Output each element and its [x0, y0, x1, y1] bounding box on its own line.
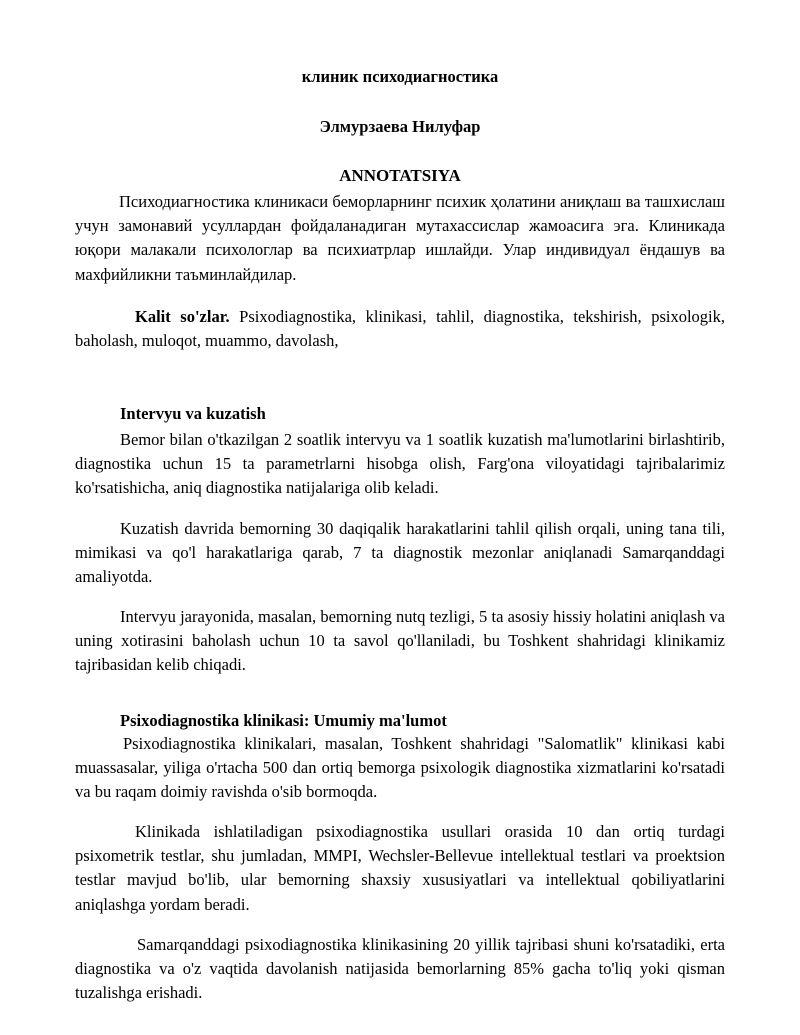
annotation-heading: ANNOTATSIYA — [339, 166, 461, 185]
section1-paragraph-3: Intervyu jarayonida, masalan, bemorning nutq tezligi, 5 ta asosiy hissiy holatini aniqlash va uning xotirasini baholash uchun 10 ta savol qo'llaniladi, bu Toshkent shahridagi klinikamiz tajribasidan kelib chiqadi. — [75, 607, 725, 675]
document-author: Элмурзаева Нилуфар — [319, 117, 481, 136]
section1-paragraph-2: Kuzatish davrida bemorning 30 daqiqalik harakatlarini tahlil qilish orqali, uning tana tili, mimikasi va qo'l harakatlariga qarab, 7 ta diagnostik mezonlar aniqlanadi Samarqanddagi amaliyotda. — [75, 519, 725, 587]
document-title: клиник психодиагностика — [301, 67, 499, 86]
keywords-paragraph — [75, 305, 725, 353]
keywords-text: Psixodiagnostika, klinikasi, tahlil, diagnostika, tekshirish, psixologik, baholash, muloqot, muammo, davolash, — [75, 307, 725, 351]
keywords-label: Kalit so'zlar. — [135, 307, 230, 326]
section-heading-interview: Intervyu va kuzatish — [120, 404, 266, 423]
section2-paragraph-3: Samarqanddagi psixodiagnostika klinikasining 20 yillik tajribasi shuni ko'rsatadiki, erta diagnostika va o'z vaqtida davolanish natijasida bemorlarning 85% gacha to'liq yoki qisman tuzalishga erishadi. — [75, 935, 725, 1003]
annotation-paragraph: Психодиагностика клиникаси беморларнинг психик ҳолатини аниқлаш ва ташхислаш учун замонавий усуллардан фойдаланадиган мутахассислар жамоасига эга. Клиникада юқори малакали психологлар ва психиатрлар ишлайди. Улар индивидуал ёндашув ва махфийликни таъминлайдилар. — [75, 192, 725, 284]
section2-paragraph-1: Psixodiagnostika klinikalari, masalan, Toshkent shahridagi "Salomatlik" klinikasi kabi muassasalar, yiliga o'rtacha 500 dan ortiq bemorga psixologik diagnostika xizmatlarini ko'rsatadi va bu raqam doimiy ravishda o'sib bormoqda. — [75, 734, 725, 802]
section-heading-clinic: Psixodiagnostika klinikasi: Umumiy ma'lumot — [120, 711, 447, 730]
section1-paragraph-1: Bemor bilan o'tkazilgan 2 soatlik intervyu va 1 soatlik kuzatish ma'lumotlarini birlashtirib, diagnostika uchun 15 ta parametrlarni hisobga olish, Farg'ona viloyatidagi tajribalarimiz ko'rsatishicha, aniq diagnostika natijalariga olib keladi. — [75, 430, 725, 498]
section2-paragraph-2: Klinikada ishlatiladigan psixodiagnostika usullari orasida 10 dan ortiq turdagi psixometrik testlar, shu jumladan, MMPI, Wechsler-Bellevue intellektual testlari va proektsion testlar mavjud bo'lib, ular bemorning shaxsiy xususiyatlari va intellektual qobiliyatlarini aniqlashga yordam beradi. — [75, 822, 725, 914]
